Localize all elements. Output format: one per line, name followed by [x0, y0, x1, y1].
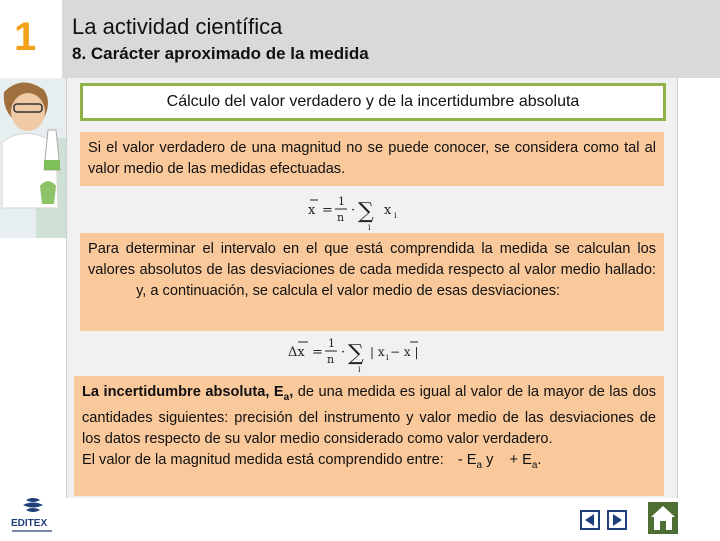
formula-mean-sum-index: i — [368, 223, 371, 232]
section-title: Cálculo del valor verdadero y de la incertidumbre absoluta — [80, 83, 666, 121]
uncertainty-bold-end: , — [289, 384, 294, 400]
formula-mean-index: i — [394, 211, 397, 220]
range-and: y — [482, 451, 494, 468]
range-plus: + E — [509, 451, 532, 468]
formula-deviation-lhs: Δx — [288, 345, 305, 360]
paragraph-true-value — [80, 132, 664, 186]
next-button[interactable] — [607, 510, 627, 530]
formula-deviation-equals: = — [312, 345, 323, 360]
paragraph-deviation — [80, 233, 664, 331]
home-icon — [648, 502, 678, 534]
formula-mean-denominator: n — [337, 211, 345, 224]
range-text: El valor de la magnitud medida está comprendido entre: — [82, 451, 444, 468]
formula-mean-term: x — [384, 203, 392, 218]
arrow-right-icon — [609, 512, 625, 528]
formula-mean-sum: ∑ — [358, 199, 374, 224]
paragraph-2-text-b: y, a continuación, se calcula el valor medio de esas desviaciones: — [136, 283, 561, 299]
home-button[interactable] — [648, 502, 678, 534]
formula-deviation — [286, 334, 426, 374]
formula-deviation-sum: ∑ — [348, 341, 364, 366]
formula-deviation-term-end: − x | — [390, 345, 419, 359]
chapter-number: 1 — [14, 15, 37, 59]
editex-logo-text: EDITEX — [11, 518, 48, 529]
page-title: La actividad científica — [72, 14, 283, 39]
formula-deviation-numerator: 1 — [328, 337, 335, 350]
formula-mean-numerator: 1 — [338, 195, 345, 208]
chapter-box — [0, 0, 62, 78]
range-minus: - E — [457, 451, 477, 468]
formula-deviation-dot: · — [341, 345, 346, 360]
previous-button[interactable] — [580, 510, 600, 530]
paragraph-2-text-a: Para determinar el intervalo en el que está comprendida la medida se calculan los valores absolutos de las desviaciones de cada medida respecto al valor medio hallado: — [88, 241, 656, 278]
paragraph-1-text: Si el valor verdadero de una magnitud no se puede conocer, se considera como tal al valor medio de las medidas efectuadas. — [88, 140, 656, 177]
formula-mean — [300, 192, 410, 232]
arrow-left-icon — [582, 512, 598, 528]
formula-deviation-term: | x — [370, 345, 385, 359]
range-minus-sub: a — [476, 459, 483, 471]
uncertainty-bold-text: La incertidumbre absoluta, E — [82, 384, 284, 400]
formula-deviation-sum-index: i — [358, 365, 361, 374]
range-plus-sub: a — [531, 459, 538, 471]
formula-mean-equals: = — [322, 203, 333, 218]
uncertainty-rest-text: de una medida es igual al valor de la mayor de las dos cantidades siguientes: precisión del instrumento y valor medio de las desviaciones de los datos respecto de su valor medio considerado como valor verdadero. — [82, 384, 656, 447]
range-end: . — [537, 451, 542, 468]
formula-deviation-denominator: n — [327, 353, 335, 366]
page-subtitle: 8. Carácter aproximado de la medida — [72, 44, 369, 63]
paragraph-uncertainty — [74, 376, 664, 496]
scientist-photo — [0, 78, 66, 238]
uncertainty-bold-sub: a — [283, 391, 290, 403]
header-bar — [0, 0, 720, 78]
formula-mean-dot: · — [351, 203, 356, 218]
formula-deviation-index: i — [386, 353, 389, 362]
formula-mean-lhs: x — [308, 203, 316, 218]
editex-logo — [8, 496, 58, 536]
